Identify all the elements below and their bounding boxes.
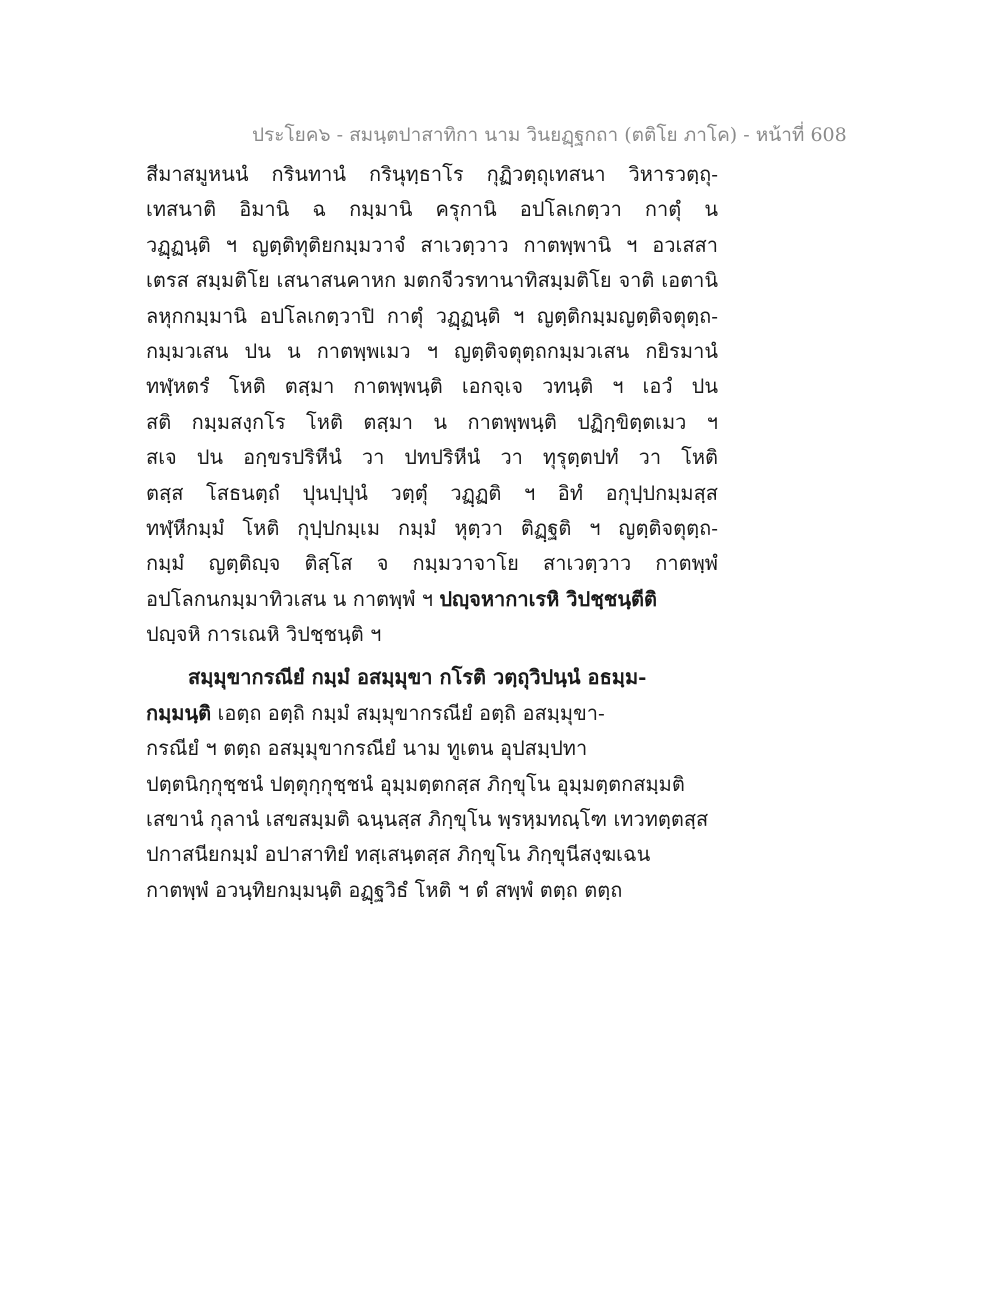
- bold-heading-run: กมฺมนฺติ: [146, 700, 212, 725]
- text-line: เทสนาติ อิมานิ ฉ กมฺมานิ ครุกานิ อปโลเกตฺวา กาตุํ น: [146, 197, 718, 222]
- text-line: ลหุกกมฺมานิ อปโลเกตฺวาปิ กาตุํ วฏฺฏนฺติ ฯ ญตฺติกมฺมญตฺติจตุตฺถ-: [146, 303, 718, 328]
- bold-heading-run: ปญฺจหากาเรหิ วิปชฺชนฺตีติ: [439, 586, 658, 611]
- text-line: กมฺมวเสน ปน น กาตพฺพเมว ฯ ญตฺติจตุตฺถกมฺมวเสน กยิรมานํ: [146, 338, 718, 363]
- text-line: ทฬฺหีกมฺมํ โหติ กุปฺปกมฺเม กมฺมํ หุตฺวา ติฏฺฐติ ฯ ญตฺติจตุตฺถ-: [146, 515, 718, 540]
- text-line: ปกาสนียกมฺมํ อปาสาทิยํ ทสฺเสนฺตสฺส ภิกฺขุโน ภิกฺขุนีสงฺฆเฉน: [146, 842, 651, 867]
- text-line: ปตฺตนิกฺกุชฺชนํ ปตฺตุกฺกุชฺชนํ อุมฺมตฺตกสฺส ภิกฺขุโน อุมฺมตฺตกสมฺมติ: [146, 771, 685, 796]
- text-line: กาตพฺพํ อวนฺทิยกมฺมนฺติ อฏฺฐวิธํ โหติ ฯ ตํ สพฺพํ ตตฺถ ตตฺถ: [146, 877, 623, 902]
- text-line: ตสฺส โสธนตฺถํ ปุนปฺปุนํ วตฺตุํ วฏฺฏติ ฯ อิทํ อกุปฺปกมฺมสฺส: [146, 480, 718, 505]
- running-header: ประโยค๖ - สมนฺตปาสาทิกา นาม วินยฏฺฐกถา (ตติโย ภาโค) - หน้าที่ 608: [252, 124, 847, 146]
- text-line-bold: [146, 660, 718, 695]
- text-line: สติ กมฺมสงฺกโร โหติ ตสฺมา น กาตพฺพนฺติ ปฏิกฺขิตฺตเมว ฯ: [146, 409, 718, 434]
- body-text: [146, 157, 718, 908]
- text-run: เอตฺถ อตฺถิ กมฺมํ สมฺมุขากรณียํ อตฺถิ อสมฺมุขา-: [211, 700, 605, 725]
- text-line: วฏฺฏนฺติ ฯ ญตฺติทุติยกมฺมวาจํ สาเวตฺวาว กาตพฺพานิ ฯ อวเสสา: [146, 232, 718, 257]
- bold-heading-run: สมฺมุขากรณียํ กมฺมํ อสมฺมุขา กโรติ วตฺถุวิปนฺนํ อธมฺม-: [188, 665, 647, 690]
- text-line: [146, 696, 718, 731]
- text-line: สีมาสมูหนนํ กรินทานํ กรินุทฺธาโร กุฏิวตฺถุเทสนา วิหารวตฺถุ-: [146, 162, 718, 186]
- text-line: กรณียํ ฯ ตตฺถ อสมฺมุขากรณียํ นาม ทูเตน อุปสมฺปทา: [146, 736, 588, 761]
- text-line: ปญฺจหิ การเณหิ วิปชฺชนฺติ ฯ: [146, 622, 382, 647]
- text-line: สเจ ปน อกฺขรปริหีนํ วา ปทปริหีนํ วา ทุรุตฺตปทํ วา โหติ: [146, 445, 718, 470]
- text-line: ทฬฺหตรํ โหติ ตสฺมา กาตพฺพนฺติ เอกจฺเจ วทนฺติ ฯ เอวํ ปน: [146, 374, 718, 399]
- text-line: เตรส สมฺมติโย เสนาสนคาหก มตกจีวรทานาทิสมฺมติโย จาติ เอตานิ: [146, 268, 718, 293]
- text-line: กมฺมํ ญตฺติญฺจ ติสฺโส จ กมฺมวาจาโย สาเวตฺวาว กาตพฺพํ: [146, 551, 718, 576]
- text-line: เสขานํ กุลานํ เสขสมฺมติ ฉนฺนสฺส ภิกฺขุโน พฺรหฺมทณฺโฑ เทวทตฺตสฺส: [146, 807, 709, 832]
- text-run: อปโลกนกมฺมาทิวเสน น กาตพฺพํ ฯ: [146, 586, 433, 611]
- text-line: [146, 582, 718, 617]
